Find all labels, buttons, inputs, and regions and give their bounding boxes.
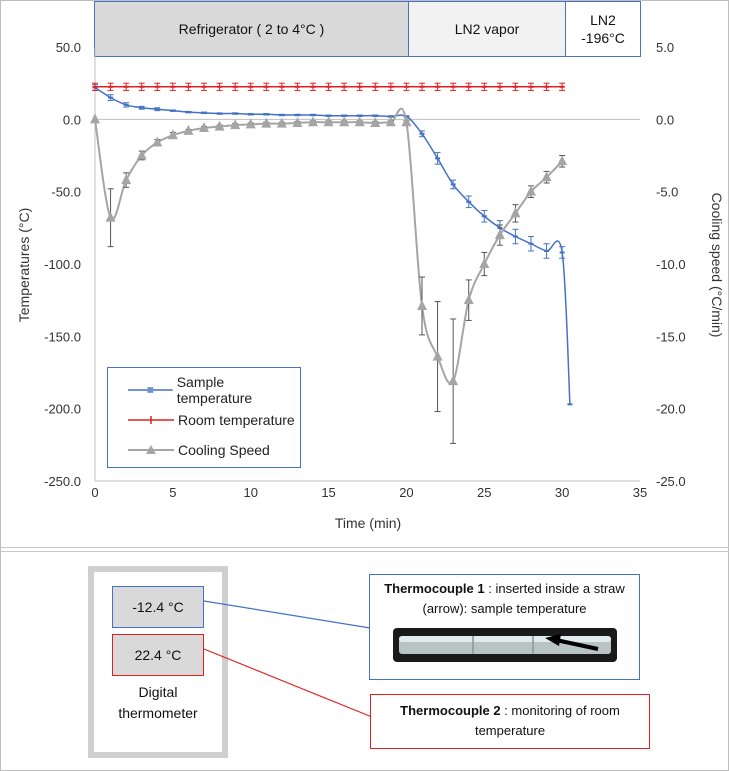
thermocouple-1-caption <box>370 579 639 619</box>
phase-refrigerator: Refrigerator ( 2 to 4°C ) <box>94 1 409 57</box>
y2-tick-label: -25.0 <box>656 474 686 489</box>
thermocouple-2-box <box>370 694 650 749</box>
y2-tick-label: -20.0 <box>656 401 686 417</box>
legend-item-room <box>128 405 300 435</box>
x-tick-label: 30 <box>554 485 570 500</box>
x-axis-label: Time (min) <box>334 515 402 531</box>
data-point <box>479 258 489 268</box>
thermometer-label: Digital thermometer <box>118 684 198 721</box>
thermocouple-1-box <box>369 574 640 680</box>
data-point <box>448 375 458 385</box>
y-tick-label: -50.0 <box>51 184 81 200</box>
thermometer-reading-sample: -12.4 °C <box>112 586 204 628</box>
phase-ln2-vapor: LN2 vapor <box>408 1 566 57</box>
y-tick-label: -250.0 <box>44 474 81 489</box>
y2-tick-label: 0.0 <box>656 112 675 128</box>
y-axis-label: Temperatures (°C) <box>16 207 32 323</box>
x-tick-label: 15 <box>321 485 336 500</box>
legend-swatch-room <box>128 413 174 427</box>
x-tick-label: 35 <box>632 485 648 500</box>
data-point <box>121 174 131 184</box>
y2-tick-label: -15.0 <box>656 329 686 345</box>
y-tick-label: -150.0 <box>44 329 81 345</box>
x-tick-label: 25 <box>477 485 492 500</box>
thermocouple-1-text: : inserted inside a straw (arrow): sample temperature <box>422 581 625 616</box>
connector-line-sample <box>204 601 370 628</box>
thermometer-reading-room: 22.4 °C <box>112 634 204 676</box>
y2-axis-label: Cooling speed (°C/min) <box>709 192 725 338</box>
straw-photo <box>393 628 617 662</box>
series-line <box>95 88 570 405</box>
y-tick-label: -200.0 <box>44 401 81 417</box>
thermocouple-2-text: : monitoring of room temperature <box>474 703 620 738</box>
data-point <box>433 351 443 361</box>
legend-label-cooling: Cooling Speed <box>178 442 270 458</box>
y2-tick-label: 5.0 <box>656 40 675 55</box>
legend-item-sample <box>128 375 300 405</box>
x-tick-label: 20 <box>399 485 414 500</box>
series-1 <box>92 83 565 90</box>
legend-label-sample: Sample temperature <box>176 374 253 406</box>
y-tick-label: 50.0 <box>55 40 81 55</box>
data-point <box>90 113 100 123</box>
data-point <box>417 300 427 310</box>
chart-legend <box>107 367 301 468</box>
y-tick-label: -100.0 <box>44 257 81 272</box>
data-point <box>557 155 567 165</box>
connector-line-room <box>204 649 372 717</box>
series-0 <box>92 85 572 405</box>
y2-tick-label: -5.0 <box>656 184 679 200</box>
legend-swatch-sample <box>128 383 173 397</box>
legend-label-room: Room temperature <box>178 412 295 428</box>
legend-item-cooling <box>128 435 300 465</box>
thermocouple-1-title: Thermocouple 1 <box>384 581 485 596</box>
x-tick-label: 0 <box>91 485 99 500</box>
thermocouple-2-title: Thermocouple 2 <box>400 703 501 718</box>
x-tick-label: 5 <box>169 485 177 500</box>
y2-tick-label: -10.0 <box>656 257 686 272</box>
y-tick-label: 0.0 <box>62 112 81 128</box>
data-point <box>401 116 411 126</box>
legend-swatch-cooling <box>128 443 174 457</box>
phase-ln2: LN2 -196°C <box>565 1 641 57</box>
series-line <box>95 109 562 384</box>
x-tick-label: 10 <box>243 485 258 500</box>
data-point <box>464 294 474 304</box>
